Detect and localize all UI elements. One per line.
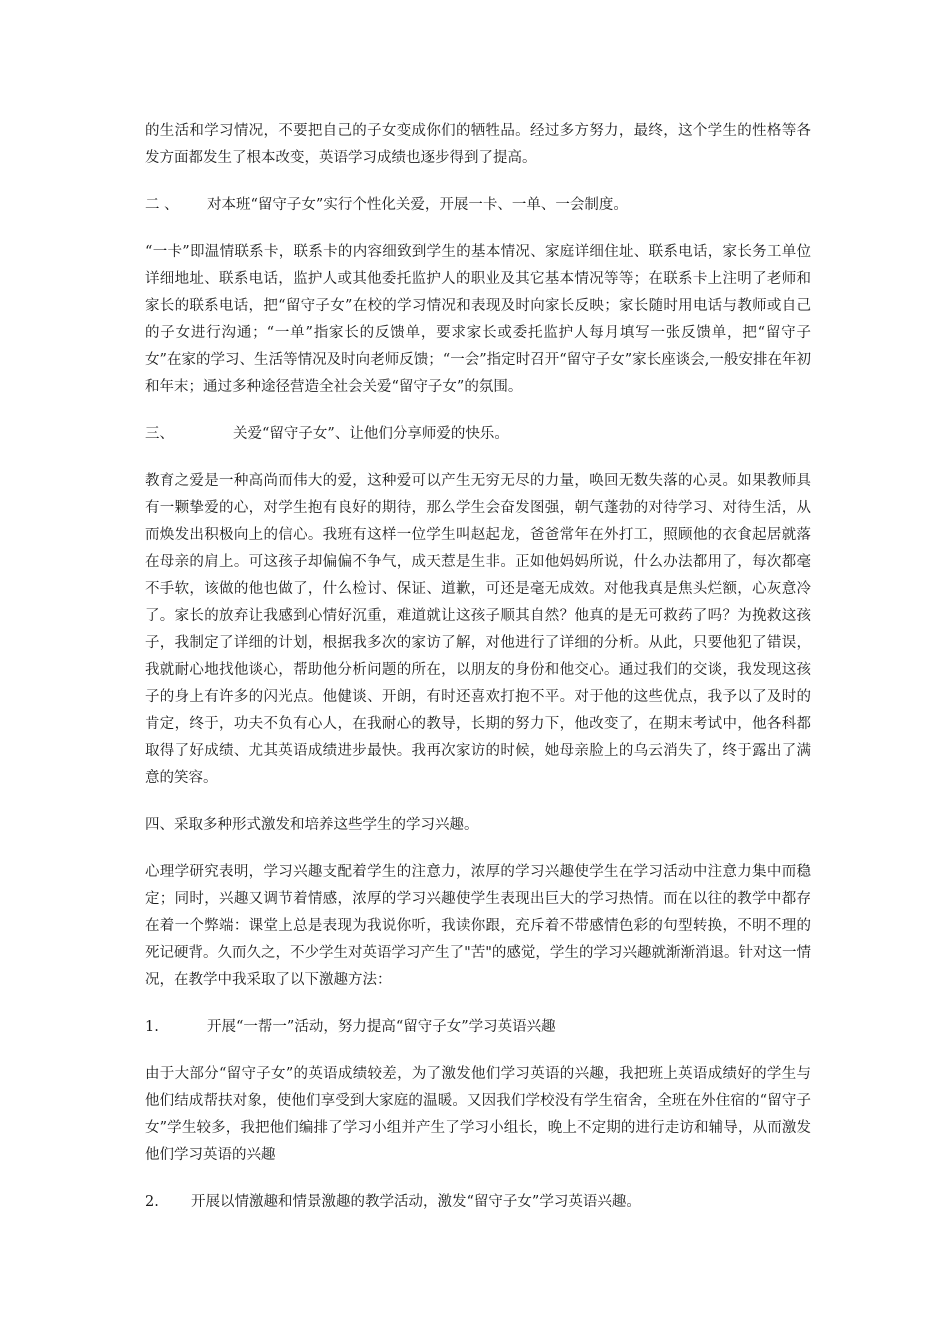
heading-item-2 xyxy=(145,1189,811,1216)
item-text: 开展以情激趣和情景激趣的教学活动，激发“留守子女”学习英语兴趣。 xyxy=(191,1194,641,1210)
document-page xyxy=(145,118,811,1216)
heading-section-3 xyxy=(145,421,811,448)
heading-item-1 xyxy=(145,1014,811,1041)
heading-text: 关爱“留守子女”、让他们分享师爱的快乐。 xyxy=(233,426,509,442)
heading-number: 三、 xyxy=(145,426,174,442)
item-text: 开展“一帮一”活动，努力提高“留守子女”学习英语兴趣 xyxy=(207,1019,556,1035)
heading-section-4: 四、采取多种形式激发和培养这些学生的学习兴趣。 xyxy=(145,817,479,833)
paragraph-learning-interest: 心理学研究表明，学习兴趣支配着学生的注意力，浓厚的学习兴趣使学生在学习活动中注意力集中而稳定；同时，兴趣又调节着情感，浓厚的学习兴趣使学生表现出巨大的学习热情。而在以往的教学中都存在着一个弊端：课堂上总是表现为我说你听，我读你跟，充斥着不带感情色彩的句型转换，不明不理的死记硬背。久而久之，不少学生对英语学习产生了"苦"的感觉，学生的学习兴趣就渐渐消退。针对这一情况，在教学中我采取了以下激趣方法： xyxy=(145,864,811,988)
paragraph-intro: 的生活和学习情况，不要把自己的子女变成你们的牺牲品。经过多方努力，最终，这个学生的性格等各发方面都发生了根本改变，英语学习成绩也逐步得到了提高。 xyxy=(145,123,811,166)
heading-number: 二 、 xyxy=(145,197,179,213)
item-number: 1. xyxy=(145,1019,159,1035)
paragraph-peer-help: 由于大部分“留守子女”的英语成绩较差，为了激发他们学习英语的兴趣，我把班上英语成绩好的学生与他们结成帮扶对象，使他们享受到大家庭的温暖。又因我们学校没有学生宿舍，全班在外住宿的“留守子女”学生较多，我把他们编排了学习小组并产生了学习小组长，晚上不定期的进行走访和辅导，从而激发他们学习英语的兴趣 xyxy=(145,1066,811,1163)
item-number: 2. xyxy=(145,1194,159,1210)
heading-text: 对本班“留守子女”实行个性化关爱，开展一卡、一单、一会制度。 xyxy=(207,197,628,213)
heading-section-2 xyxy=(145,192,811,219)
paragraph-teacher-love: 教育之爱是一种高尚而伟大的爱，这种爱可以产生无穷无尽的力量，唤回无数失落的心灵。如果教师具有一颗挚爱的心，对学生抱有良好的期待，那么学生会奋发图强，朝气蓬勃的对待学习、对待生活，从而焕发出积极向上的信心。我班有这样一位学生叫赵起龙，爸爸常年在外打工，照顾他的衣食起居就落在母亲的肩上。可这孩子却偏偏不争气，成天惹是生非。正如他妈妈所说，什么办法都用了，每次都毫不手软，该做的他也做了，什么检讨、保证、道歉，可还是毫无成效。对他我真是焦头烂额，心灰意冷了。家长的放弃让我感到心情好沉重，难道就让这孩子顺其自然？他真的是无可救药了吗？为挽救这孩子，我制定了详细的计划，根据我多次的家访了解，对他进行了详细的分析。从此，只要他犯了错误，我就耐心地找他谈心，帮助他分析问题的所在，以朋友的身份和他交心。通过我们的交谈，我发现这孩子的身上有许多的闪光点。他健谈、开朗，有时还喜欢打抱不平。对于他的这些优点，我予以了及时的肯定，终于，功夫不负有心人，在我耐心的教导，长期的努力下，他改变了，在期末考试中，他各科都取得了好成绩、尤其英语成绩进步最快。我再次家访的时候，她母亲脸上的乌云消失了，终于露出了满意的笑容。 xyxy=(145,473,811,786)
paragraph-contact-card: “一卡”即温情联系卡，联系卡的内容细致到学生的基本情况、家庭详细住址、联系电话，家长务工单位详细地址、联系电话，监护人或其他委托监护人的职业及其它基本情况等等；在联系卡上注明了老师和家长的联系电话，把“留守子女”在校的学习情况和表现及时向家长反映；家长随时用电话与教师或自己的子女进行沟通；“一单”指家长的反馈单，要求家长或委托监护人每月填写一张反馈单，把“留守子女”在家的学习、生活等情况及时向老师反馈；“一会”指定时召开“留守子女”家长座谈会,一般安排在年初和年末；通过多种途径营造全社会关爱“留守子女”的氛围。 xyxy=(145,244,811,395)
